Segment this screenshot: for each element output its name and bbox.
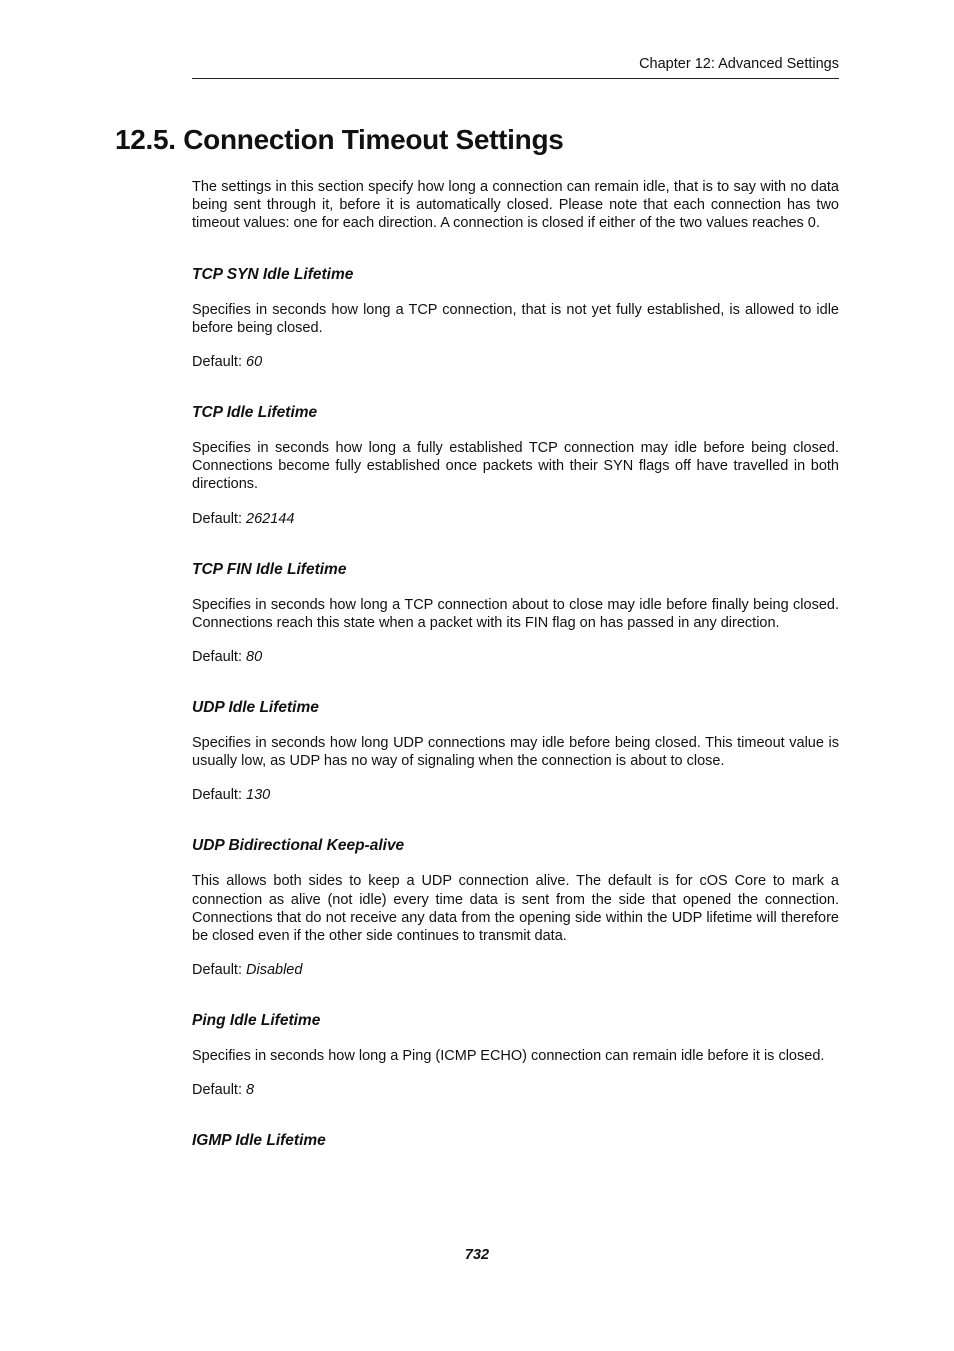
default-value: 130 xyxy=(246,787,271,804)
setting-description-udp-keepalive: This allows both sides to keep a UDP connection alive. The default is for cOS Core to mark a connection as alive (not idle) every time data is sent from the side that opened the connection. Connections that do not receive any data from the opening side within the UDP lifetime will therefore be closed even if the other side continues to transmit data. xyxy=(192,873,839,945)
setting-title-udp-idle: UDP Idle Lifetime xyxy=(192,699,319,717)
setting-default-udp-idle xyxy=(192,786,839,804)
setting-title-tcp-fin: TCP FIN Idle Lifetime xyxy=(192,560,347,578)
setting-default-tcp-syn xyxy=(192,353,839,371)
running-header: Chapter 12: Advanced Settings xyxy=(192,56,839,79)
setting-title-udp-keepalive: UDP Bidirectional Keep-alive xyxy=(192,837,405,855)
default-label: Default: xyxy=(192,510,242,527)
default-label: Default: xyxy=(192,1082,242,1099)
default-value: Disabled xyxy=(246,962,303,979)
setting-default-ping-idle xyxy=(192,1081,839,1099)
section-content xyxy=(192,178,839,1150)
setting-default-tcp-fin xyxy=(192,648,839,666)
setting-default-tcp-idle xyxy=(192,510,839,528)
section-title: 12.5. Connection Timeout Settings xyxy=(115,124,564,155)
setting-title-tcp-syn: TCP SYN Idle Lifetime xyxy=(192,265,354,283)
setting-title-igmp-idle: IGMP Idle Lifetime xyxy=(192,1132,326,1150)
default-value: 262144 xyxy=(246,510,295,527)
setting-title-tcp-idle: TCP Idle Lifetime xyxy=(192,404,318,422)
default-label: Default: xyxy=(192,649,242,666)
default-value: 60 xyxy=(246,354,263,371)
page-number: 732 xyxy=(464,1247,490,1263)
setting-default-udp-keepalive xyxy=(192,961,839,979)
default-label: Default: xyxy=(192,962,242,979)
intro-paragraph: The settings in this section specify how long a connection can remain idle, that is to say with no data being sent through it, before it is automatically closed. Please note that each connection has two timeout values: one for each direction. A connection is closed if either of the two values reaches 0. xyxy=(192,179,839,232)
setting-description-udp-idle: Specifies in seconds how long UDP connections may idle before being closed. This timeout value is usually low, as UDP has no way of signaling when the connection is about to close. xyxy=(192,735,839,770)
default-label: Default: xyxy=(192,354,242,371)
default-label: Default: xyxy=(192,787,242,804)
setting-description-ping-idle: Specifies in seconds how long a Ping (ICMP ECHO) connection can remain idle before it is closed. xyxy=(192,1048,825,1065)
setting-description-tcp-fin: Specifies in seconds how long a TCP connection about to close may idle before finally being closed. Connections reach this state when a packet with its FIN flag on has passed in any direction. xyxy=(192,596,839,631)
default-value: 8 xyxy=(246,1082,255,1099)
setting-title-ping-idle: Ping Idle Lifetime xyxy=(192,1012,321,1030)
setting-description-tcp-syn: Specifies in seconds how long a TCP connection, that is not yet fully established, is allowed to idle before being closed. xyxy=(192,301,839,336)
setting-description-tcp-idle: Specifies in seconds how long a fully established TCP connection may idle before being closed. Connections become fully established once packets with their SYN flags off have travelled in both directions. xyxy=(192,440,839,493)
default-value: 80 xyxy=(246,649,263,666)
